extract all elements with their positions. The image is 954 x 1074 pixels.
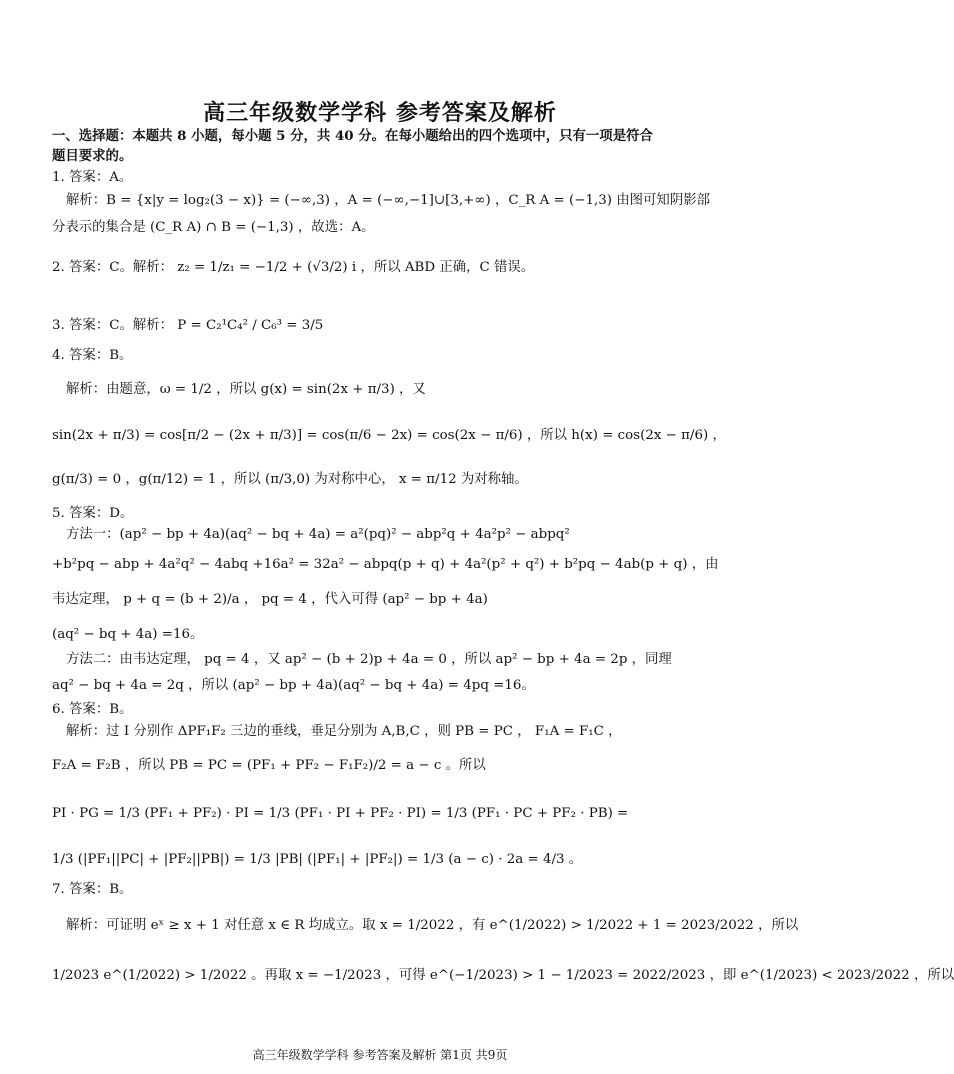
- answer-5-label: 5. 答案：D。: [52, 506, 134, 521]
- answer-1-label: 1. 答案：A。: [52, 170, 133, 185]
- answer-5-method-1-cont-2: 韦达定理， p + q = (b + 2)/a ， pq = 4 ，代入可得 (ap² − bp + 4a): [52, 592, 488, 607]
- answer-1-analysis-cont: 分表示的集合是 (C_R A) ∩ B = (−1,3) ，故选：A。: [52, 220, 375, 235]
- answer-7-analysis: 解析：可证明 eˣ ≥ x + 1 对任意 x ∈ R 均成立。取 x = 1/2022 ，有 e^(1/2022) > 1/2022 + 1 = 2023/2022 ，所以: [66, 918, 799, 933]
- page-title: 高三年级数学学科 参考答案及解析: [203, 100, 557, 126]
- answer-7-label: 7. 答案：B。: [52, 882, 133, 897]
- answer-6-analysis: 解析：过 I 分别作 ΔPF₁F₂ 三边的垂线，垂足分别为 A,B,C ，则 PB = PC ， F₁A = F₁C ，: [66, 724, 622, 739]
- section-heading-line-2: 题目要求的。: [52, 148, 133, 164]
- answer-6-label: 6. 答案：B。: [52, 702, 133, 717]
- answer-5-method-1-cont-1: +b²pq − abp + 4a²q² − 4abq +16a² = 32a² − abpq(p + q) + 4a²(p² + q²) + b²pq − 4ab(p + q) ，由: [52, 557, 719, 572]
- answer-5-method-2: 方法二：由韦达定理， pq = 4 ，又 ap² − (b + 2)p + 4a = 0 ，所以 ap² − bp + 4a = 2p ，同理: [66, 652, 672, 667]
- answer-4-analysis-cont-1: sin(2x + π/3) = cos[π/2 − (2x + π/3)] = cos(π/6 − 2x) = cos(2x − π/6) ，所以 h(x) = cos(2x − π/6) ，: [52, 428, 726, 443]
- answer-3: 3. 答案：C。解析： P = C₂¹C₄² / C₆³ = 3/5: [52, 318, 324, 333]
- answer-6-analysis-cont-1: F₂A = F₂B ，所以 PB = PC = (PF₁ + PF₂ − F₁F₂)/2 = a − c 。所以: [52, 758, 486, 773]
- page-footer: 高三年级数学学科 参考答案及解析 第1页 共9页: [252, 1048, 508, 1062]
- answer-6-analysis-cont-3: 1/3 (|PF₁||PC| + |PF₂||PB|) = 1/3 |PB| (|PF₁| + |PF₂|) = 1/3 (a − c) · 2a = 4/3 。: [52, 852, 583, 867]
- answer-5-method-1-cont-3: (aq² − bq + 4a) =16。: [52, 627, 204, 642]
- answer-5-method-2-cont: aq² − bq + 4a = 2q ，所以 (ap² − bp + 4a)(aq² − bq + 4a) = 4pq =16。: [52, 678, 535, 693]
- answer-7-analysis-cont: 1/2023 e^(1/2022) > 1/2022 。再取 x = −1/2023 ，可得 e^(−1/2023) > 1 − 1/2023 = 2022/2023 ，即 e^(1/2023) < 2023/2022 ，所以: [52, 968, 954, 983]
- answer-1-analysis: 解析：B = {x|y = log₂(3 − x)} = (−∞,3) ，A = (−∞,−1]∪[3,+∞) ，C_R A = (−1,3) 由图可知阴影部: [66, 193, 710, 208]
- answer-6-analysis-cont-2: PI · PG = 1/3 (PF₁ + PF₂) · PI = 1/3 (PF₁ · PI + PF₂ · PI) = 1/3 (PF₁ · PC + PF₂ · PB) =: [52, 806, 629, 821]
- answer-4-analysis-cont-2: g(π/3) = 0 ，g(π/12) = 1 ，所以 (π/3,0) 为对称中心， x = π/12 为对称轴。: [52, 472, 528, 487]
- section-heading-line-1: 一、选择题：本题共 8 小题，每小题 5 分，共 40 分。在每小题给出的四个选项中，只有一项是符合: [52, 128, 653, 144]
- answer-4-label: 4. 答案：B。: [52, 348, 133, 363]
- answer-2: 2. 答案：C。解析： z₂ = 1/z₁ = −1/2 + (√3/2) i ，所以 ABD 正确，C 错误。: [52, 260, 535, 275]
- answer-4-analysis: 解析：由题意，ω = 1/2 ，所以 g(x) = sin(2x + π/3) ，又: [66, 382, 426, 397]
- answer-5-method-1: 方法一：(ap² − bp + 4a)(aq² − bq + 4a) = a²(pq)² − abp²q + 4a²p² − abpq²: [66, 527, 570, 542]
